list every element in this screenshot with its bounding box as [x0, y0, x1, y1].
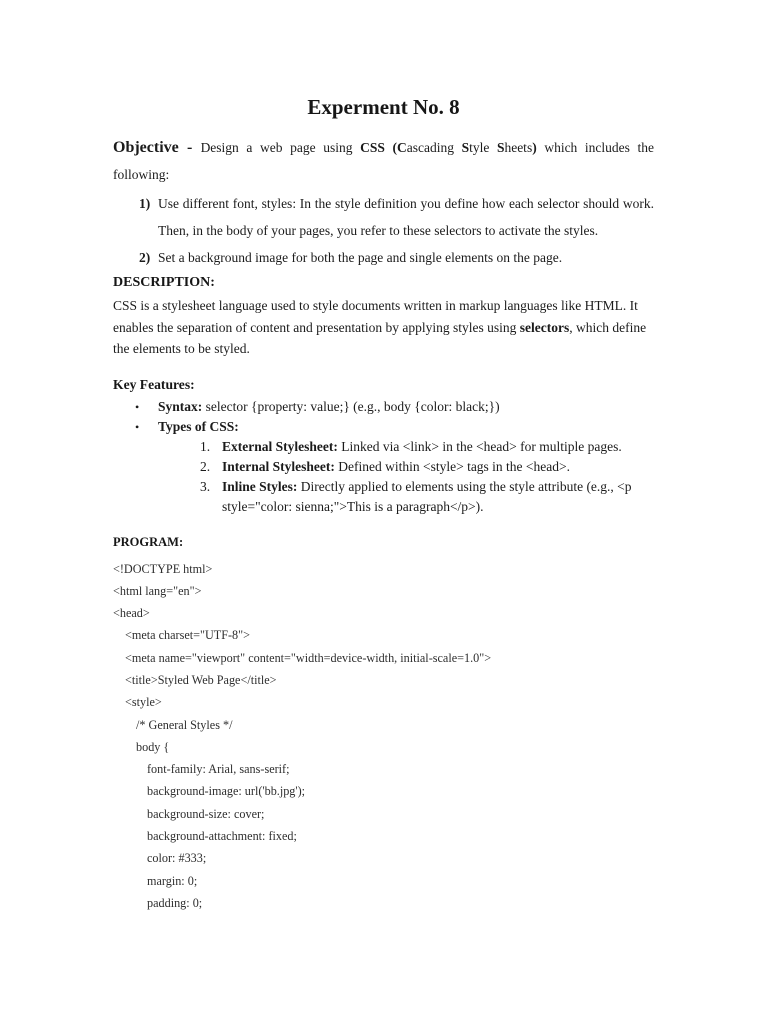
- objective-numbered-list: [139, 190, 654, 271]
- css-type-text: [222, 457, 654, 477]
- description-text: , which define the elements to be styled.: [113, 319, 647, 356]
- code-line: body {: [136, 739, 170, 754]
- css-type-body: Linked via <link> in the <head> for multiple pages.: [337, 438, 622, 454]
- bullet-icon: •: [135, 399, 140, 414]
- bullet-item-text: [158, 417, 654, 437]
- bullet-icon: •: [135, 419, 140, 434]
- css-type-item: [200, 477, 654, 517]
- description-heading: DESCRIPTION:: [113, 275, 215, 290]
- description-paragraph: [113, 295, 654, 360]
- code-line: color: #333;: [147, 851, 207, 866]
- css-type-number: 1.: [200, 438, 211, 454]
- code-line: font-family: Arial, sans-serif;: [147, 762, 290, 777]
- program-code-listing: [113, 558, 654, 915]
- list-item: [139, 190, 654, 244]
- code-line: background-size: cover;: [147, 806, 265, 821]
- list-item-number: 1): [139, 196, 151, 211]
- objective-text: Design a web page using: [200, 140, 361, 155]
- bullet-item-label: Syntax:: [158, 398, 203, 414]
- code-line: background-image: url('bb.jpg');: [147, 784, 306, 799]
- list-item-text: Use different font, styles: In the style definition you define how each selector should work. Then, in the body of your pages, you refer to these selectors to activate the styles.: [158, 196, 654, 238]
- code-line: padding: 0;: [147, 895, 203, 910]
- objective-text: which includes the following:: [113, 140, 655, 182]
- description-text: CSS is a stylesheet language used to style documents written in markup languages like HTML. It enables the separation of content and presentation by applying styles using: [113, 298, 638, 335]
- css-type-item: [200, 437, 654, 457]
- objective-text: tyle: [469, 140, 497, 155]
- bullet-item: [135, 417, 654, 437]
- key-features-heading: Key Features:: [113, 376, 195, 392]
- objective-paragraph: [113, 134, 654, 188]
- code-line: <!DOCTYPE html>: [113, 561, 213, 576]
- bullet-item: [135, 397, 654, 417]
- objective-text: ascading: [406, 140, 462, 155]
- code-line: <html lang="en">: [113, 583, 202, 598]
- css-type-label: Internal Stylesheet:: [222, 458, 335, 474]
- description-bold-term: selectors: [519, 319, 570, 335]
- bullet-item-body: selector {property: value;} (e.g., body {color: black;}): [202, 398, 500, 414]
- css-type-number: 3.: [200, 478, 211, 494]
- code-line: /* General Styles */: [136, 717, 233, 732]
- css-type-item: [200, 457, 654, 477]
- css-type-number: 2.: [200, 458, 211, 474]
- code-line: <meta name="viewport" content="width=device-width, initial-scale=1.0">: [125, 650, 492, 665]
- bullet-item-text: [158, 397, 654, 417]
- objective-acronym-bold: S: [461, 140, 470, 155]
- objective-acronym-bold: CSS (C: [360, 140, 407, 155]
- objective-acronym-bold: ): [532, 140, 537, 155]
- bullet-item-label: Types of CSS:: [158, 418, 239, 434]
- objective-acronym-bold: S: [496, 140, 505, 155]
- code-line: <title>Styled Web Page</title>: [125, 672, 277, 687]
- code-line: <style>: [125, 695, 162, 710]
- css-type-text: [222, 437, 654, 457]
- page-title: Experment No. 8: [307, 95, 460, 119]
- css-type-body: Defined within <style> tags in the <head>.: [334, 458, 571, 474]
- css-type-text: [222, 477, 654, 517]
- css-type-body: Directly applied to elements using the style attribute (e.g., <p style="color: sienna;">This is a paragraph</p>).: [222, 478, 632, 514]
- code-line: <head>: [113, 606, 150, 621]
- objective-text: heets: [504, 140, 533, 155]
- key-features-bullet-list: [135, 397, 654, 517]
- list-item-text: Set a background image for both the page and single elements on the page.: [158, 250, 563, 265]
- css-types-list: [200, 437, 654, 517]
- objective-label: Objective -: [113, 139, 201, 156]
- list-item: [139, 244, 654, 271]
- code-line: <meta charset="UTF-8">: [125, 628, 250, 643]
- css-type-label: Inline Styles:: [222, 478, 298, 494]
- list-item-number: 2): [139, 250, 151, 265]
- code-line: margin: 0;: [147, 873, 198, 888]
- program-heading: PROGRAM:: [113, 534, 184, 549]
- code-line: background-attachment: fixed;: [147, 829, 297, 844]
- css-type-label: External Stylesheet:: [222, 438, 338, 454]
